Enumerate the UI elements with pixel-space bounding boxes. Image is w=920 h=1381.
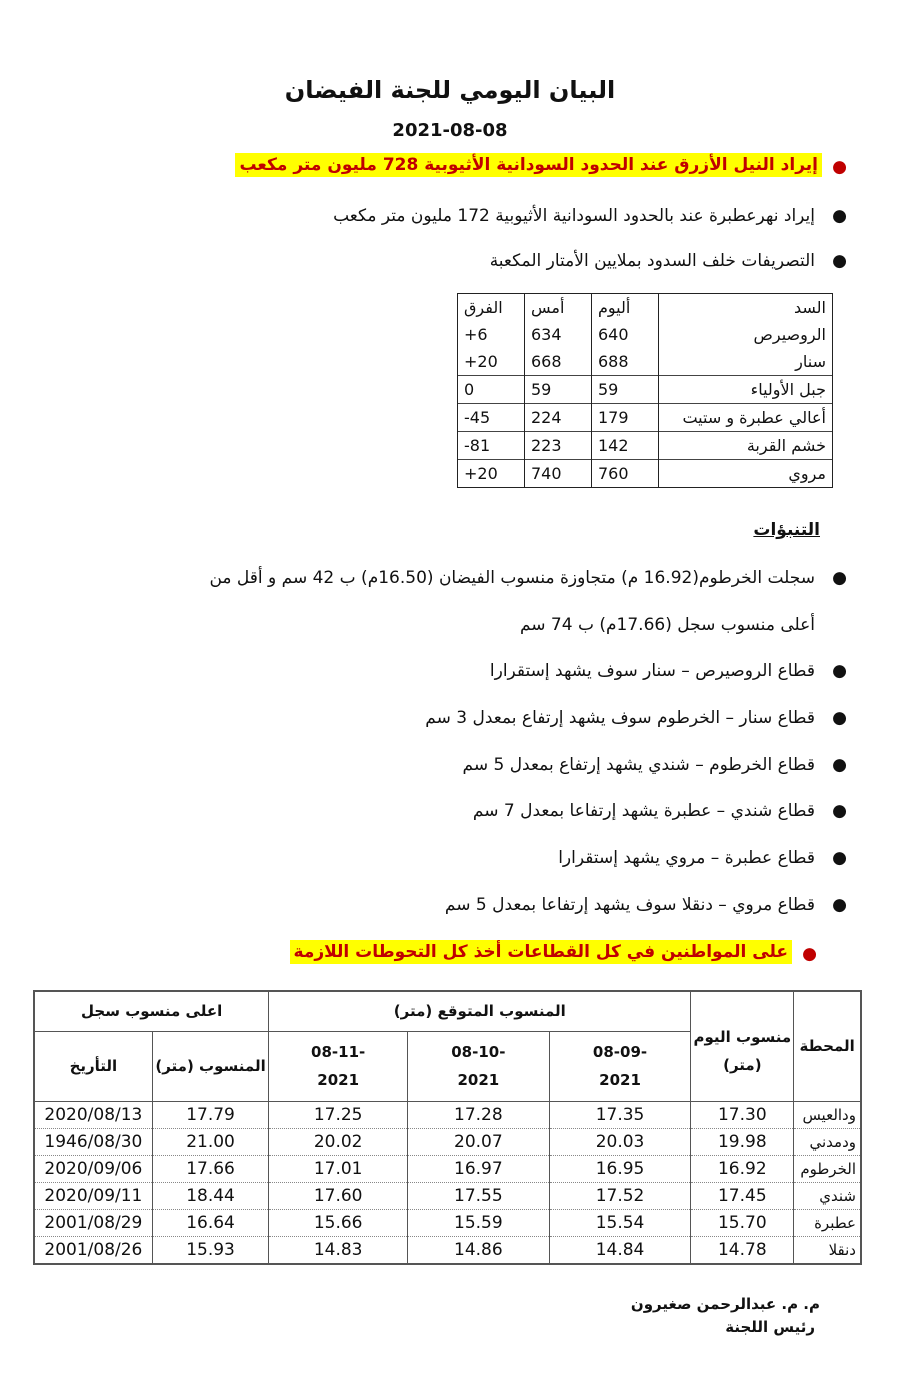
- bullet-icon: ●: [832, 895, 847, 915]
- cell: 20.02: [269, 1128, 408, 1155]
- dam-name: الروصيرص: [659, 321, 833, 348]
- difference-value: 20+: [458, 460, 525, 488]
- header-record-value: المنسوب (متر): [152, 1031, 269, 1101]
- cell: 16.97: [408, 1155, 550, 1182]
- table-row: [458, 376, 833, 404]
- table-row: [458, 432, 833, 460]
- station-name: شندي: [794, 1182, 861, 1209]
- cell: 14.86: [408, 1236, 550, 1264]
- discharge-bullet: [489, 251, 847, 271]
- forecast-item-continuation: [520, 615, 815, 635]
- cell: 14.78: [691, 1236, 794, 1264]
- header-expected-level: المنسوب المتوقع (متر): [269, 991, 691, 1031]
- atbara-inflow-bullet: [333, 206, 847, 226]
- cell: 17.60: [269, 1182, 408, 1209]
- bullet-icon: ●: [832, 206, 847, 226]
- bullet-icon: ●: [832, 755, 847, 775]
- citizens-warning-bullet: [290, 942, 817, 964]
- today-value: 59: [592, 376, 659, 404]
- station-name: الخرطوم: [794, 1155, 861, 1182]
- bullet-icon: ●: [832, 801, 847, 821]
- header-yesterday: أمس: [525, 294, 592, 322]
- header-station: المحطة: [794, 991, 861, 1101]
- header-record-date: التأريخ: [34, 1031, 152, 1101]
- today-value: 142: [592, 432, 659, 460]
- cell: 2020/09/06: [34, 1155, 152, 1182]
- bullet-text: التصريفات خلف السدود بملايين الأمتار المكعبة: [489, 251, 815, 271]
- bullet-icon: ●: [832, 568, 847, 588]
- bullet-text: أعلى منسوب سجل (17.66م) ب 74 سم: [519, 615, 815, 635]
- bullet-text: قطاع سنار – الخرطوم سوف يشهد إرتفاع بمعدل 3 سم: [425, 708, 815, 728]
- header-date-1: -08-09 2021: [549, 1031, 691, 1101]
- cell: 17.52: [549, 1182, 691, 1209]
- bullet-icon: ●: [832, 157, 847, 177]
- bullet-text: قطاع الخرطوم – شندي يشهد إرتفاع بمعدل 5 سم: [462, 755, 815, 775]
- table-row: [34, 1101, 861, 1128]
- bullet-icon: ●: [832, 251, 847, 271]
- cell: 2020/09/11: [34, 1182, 152, 1209]
- table-row: [34, 1128, 861, 1155]
- cell: 17.66: [152, 1155, 269, 1182]
- header-date-2: -08-10 2021: [408, 1031, 550, 1101]
- header-today-level: منسوب اليوم (متر): [691, 991, 794, 1101]
- yesterday-value: 224: [525, 404, 592, 432]
- yesterday-value: 59: [525, 376, 592, 404]
- today-value: 640: [592, 321, 659, 348]
- table-row: [458, 460, 833, 488]
- bullet-icon: ●: [832, 848, 847, 868]
- cell: 15.93: [152, 1236, 269, 1264]
- signature-name: م. م. عبدالرحمن صغيرون: [630, 1295, 820, 1313]
- page-title: البيان اليومي للجنة الفيضان: [284, 76, 616, 104]
- today-value: 688: [592, 348, 659, 376]
- difference-value: 6+: [458, 321, 525, 348]
- forecast-item: [472, 801, 847, 821]
- difference-value: 20+: [458, 348, 525, 376]
- bullet-text: قطاع شندي – عطبرة يشهد إرتفاعا بمعدل 7 سم: [472, 801, 815, 821]
- table-header-row: [34, 991, 861, 1031]
- bullet-text: إيراد نهرعطبرة عند بالحدود السودانية الأثيوبية 172 مليون متر مكعب: [333, 206, 815, 226]
- bullet-text: قطاع الروصيرص – سنار سوف يشهد إستقرارا: [489, 661, 815, 681]
- bulletin-date: 2021-08-08: [392, 120, 508, 141]
- cell: 18.44: [152, 1182, 269, 1209]
- dam-name: خشم القربة: [659, 432, 833, 460]
- forecast-item: [489, 661, 847, 681]
- station-name: دنقلا: [794, 1236, 861, 1264]
- forecast-item: [462, 755, 847, 775]
- highlighted-text: على المواطنين في كل القطاعات أخذ كل التحوطات اللازمة: [290, 940, 792, 964]
- cell: 14.84: [549, 1236, 691, 1264]
- cell: 1946/08/30: [34, 1128, 152, 1155]
- bullet-text: قطاع مروي – دنقلا سوف يشهد إرتفاعا بمعدل 5 سم: [444, 895, 815, 915]
- cell: 17.35: [549, 1101, 691, 1128]
- forecast-item: [444, 895, 847, 915]
- forecasts-heading: التنبؤات: [753, 520, 820, 540]
- station-name: عطبرة: [794, 1209, 861, 1236]
- dams-discharge-table: [457, 293, 833, 488]
- bullet-icon: ●: [832, 661, 847, 681]
- header-difference: الفرق: [458, 294, 525, 322]
- bullet-icon: ●: [832, 708, 847, 728]
- forecast-item: [209, 568, 847, 588]
- dam-name: مروي: [659, 460, 833, 488]
- cell: 2001/08/29: [34, 1209, 152, 1236]
- cell: 19.98: [691, 1128, 794, 1155]
- table-row: [34, 1182, 861, 1209]
- cell: 20.03: [549, 1128, 691, 1155]
- cell: 2020/08/13: [34, 1101, 152, 1128]
- table-row: [458, 321, 833, 348]
- bullet-text: سجلت الخرطوم(16.92 م) متجاوزة منسوب الفيضان (16.50م) ب 42 سم و أقل من: [209, 568, 815, 588]
- cell: 17.25: [269, 1101, 408, 1128]
- table-row: [458, 404, 833, 432]
- header-record-level: اعلى منسوب سجل: [34, 991, 269, 1031]
- cell: 21.00: [152, 1128, 269, 1155]
- today-value: 760: [592, 460, 659, 488]
- forecast-item: [425, 708, 847, 728]
- highlighted-text: إيراد النيل الأزرق عند الحدود السودانية الأثيوبية 728 مليون متر مكعب: [235, 153, 822, 177]
- station-name: ودمدني: [794, 1128, 861, 1155]
- bullet-text: قطاع عطبرة – مروي يشهد إستقرارا: [558, 848, 815, 868]
- cell: 17.55: [408, 1182, 550, 1209]
- forecast-item: [558, 848, 847, 868]
- yesterday-value: 634: [525, 321, 592, 348]
- difference-value: 0: [458, 376, 525, 404]
- difference-value: 81-: [458, 432, 525, 460]
- cell: 15.66: [269, 1209, 408, 1236]
- cell: 20.07: [408, 1128, 550, 1155]
- cell: 17.45: [691, 1182, 794, 1209]
- table-row: [34, 1236, 861, 1264]
- cell: 16.64: [152, 1209, 269, 1236]
- dam-name: أعالي عطبرة و ستيت: [659, 404, 833, 432]
- difference-value: 45-: [458, 404, 525, 432]
- bullet-icon: ●: [802, 944, 817, 964]
- cell: 16.92: [691, 1155, 794, 1182]
- cell: 16.95: [549, 1155, 691, 1182]
- cell: 17.28: [408, 1101, 550, 1128]
- cell: 15.59: [408, 1209, 550, 1236]
- cell: 17.30: [691, 1101, 794, 1128]
- cell: 17.79: [152, 1101, 269, 1128]
- cell: 15.54: [549, 1209, 691, 1236]
- cell: 14.83: [269, 1236, 408, 1264]
- cell: 17.01: [269, 1155, 408, 1182]
- table-row: [458, 348, 833, 376]
- table-header-row: [458, 294, 833, 322]
- river-levels-table: [33, 990, 862, 1265]
- dam-name: سنار: [659, 348, 833, 376]
- station-name: ودالعيس: [794, 1101, 861, 1128]
- blue-nile-inflow-bullet: [235, 155, 847, 177]
- cell: 2001/08/26: [34, 1236, 152, 1264]
- yesterday-value: 740: [525, 460, 592, 488]
- header-dam: السد: [659, 294, 833, 322]
- header-date-3: -08-11 2021: [269, 1031, 408, 1101]
- table-row: [34, 1155, 861, 1182]
- header-today: أليوم: [592, 294, 659, 322]
- yesterday-value: 223: [525, 432, 592, 460]
- today-value: 179: [592, 404, 659, 432]
- cell: 15.70: [691, 1209, 794, 1236]
- yesterday-value: 668: [525, 348, 592, 376]
- table-row: [34, 1209, 861, 1236]
- signature-role: رئيس اللجنة: [725, 1318, 815, 1336]
- dam-name: جبل الأولياء: [659, 376, 833, 404]
